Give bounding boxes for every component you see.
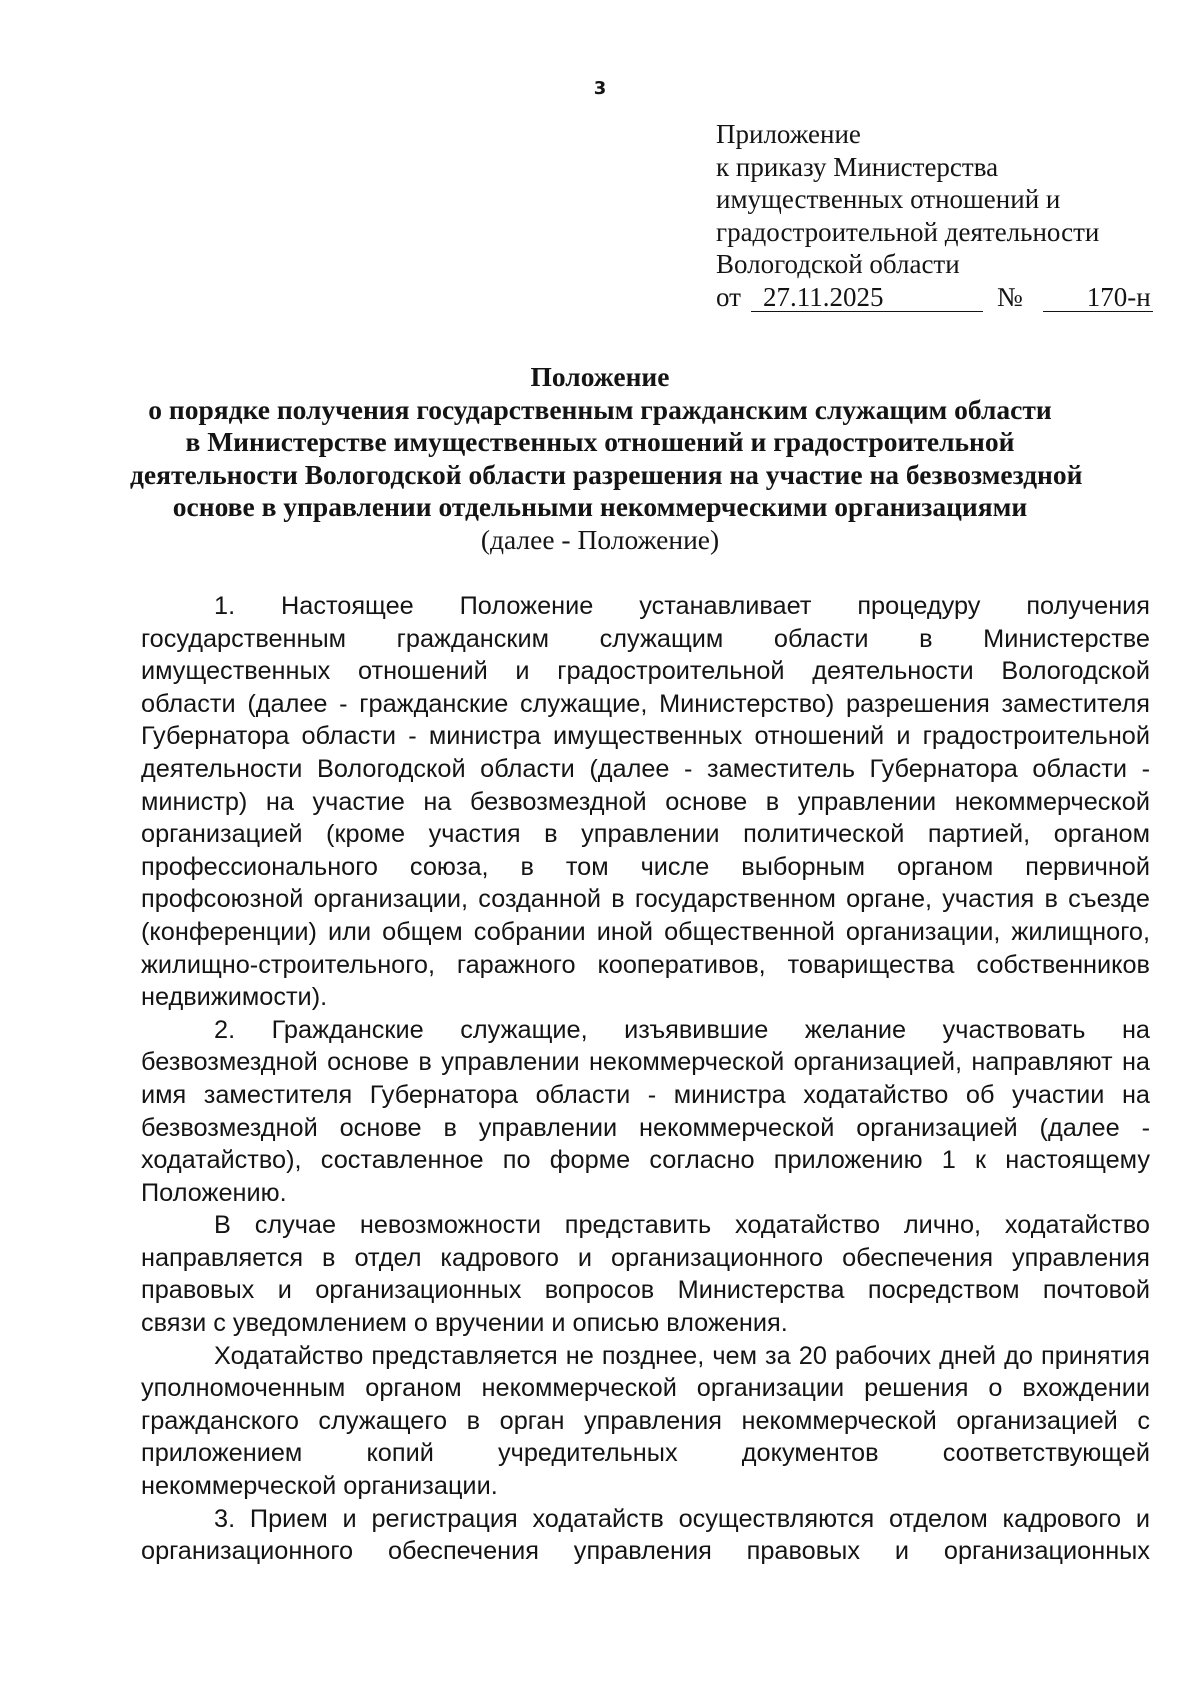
paragraph-2: [141, 1014, 1150, 1210]
text-line: недвижимости).: [141, 983, 328, 1012]
text-line: 1. Настоящее Положение устанавливает процедуру получения: [214, 592, 1150, 620]
document-body: [141, 590, 1150, 1568]
title-line: в Министерстве имущественных отношений и градостроительной: [185, 426, 1015, 457]
annex-line: к приказу Министерства: [716, 151, 999, 182]
paragraph-1: [141, 590, 1150, 1014]
title-subtitle: (далее - Положение): [480, 523, 720, 555]
text-line: В случае невозможности представить ходатайство лично, ходатайство: [214, 1211, 1150, 1240]
text-line: Ходатайство представляется не позднее, чем за 20 рабочих дней до принятия: [214, 1341, 1150, 1370]
paragraph-5: [141, 1503, 1150, 1568]
text-line: имущественных отношений и градостроительной деятельности Вологодской: [141, 657, 1150, 686]
order-reference: [716, 281, 1156, 314]
text-line: жилищно-строительного, гаражного кооперативов, товарищества собственников: [141, 950, 1150, 979]
text-line: 2. Гражданские служащие, изъявившие желание участвовать на: [214, 1015, 1150, 1044]
annex-line: имущественных отношений и: [716, 184, 1061, 214]
number-sign: №: [996, 281, 1023, 312]
title-heading: Положение: [530, 361, 670, 392]
title-line: основе в управлении отдельными некоммерческими организациями: [172, 491, 1028, 522]
text-line: связи с уведомлением о вручении и описью вложения.: [141, 1309, 788, 1338]
annex-line: Приложение: [716, 119, 861, 149]
text-line: профсоюзной организации, созданной в государственном органе, участия в съезде: [141, 885, 1150, 914]
paragraph-3: [141, 1209, 1150, 1339]
text-line: 3. Прием и регистрация ходатайств осуществляются отделом кадрового и: [214, 1504, 1150, 1533]
text-line: приложением копий учредительных документов соответствующей: [141, 1439, 1150, 1468]
text-line: безвозмездной основе в управлении некоммерческой организацией, направляют на: [141, 1048, 1150, 1077]
annex-line: градостроительной деятельности: [716, 216, 1100, 247]
text-line: профессионального союза, в том числе выборным органом первичной: [141, 852, 1150, 881]
text-line: Губернатора области - министра имущественных отношений и градостроительной: [141, 722, 1150, 751]
order-date: 27.11.2025: [751, 283, 983, 312]
text-line: правовых и организационных вопросов Министерства посредством почтовой: [141, 1276, 1150, 1305]
text-line: направляется в отдел кадрового и организационного обеспечения управления: [141, 1243, 1150, 1272]
text-line: организационного обеспечения управления правовых и организационных: [141, 1537, 1150, 1566]
date-prefix: от: [716, 281, 741, 312]
text-line: гражданского служащего в орган управления некоммерческой организацией с: [141, 1406, 1150, 1435]
page-number: 3: [593, 78, 607, 99]
text-line: (конференции) или общем собрании иной общественной организации, жилищного,: [141, 917, 1150, 946]
order-number: 170-н: [1043, 283, 1153, 312]
text-line: Положению.: [141, 1178, 287, 1207]
document-title: [130, 361, 1083, 556]
title-line: деятельности Вологодской области разрешения на участие на безвозмездной: [130, 458, 1083, 490]
text-line: организацией (кроме участия в управлении политической партией, органом: [141, 820, 1150, 849]
text-line: ходатайство), составленное по форме согласно приложению 1 к настоящему: [141, 1146, 1150, 1175]
text-line: уполномоченным органом некоммерческой организации решения о вхождении: [141, 1374, 1150, 1403]
paragraph-4: [141, 1340, 1150, 1503]
text-line: некоммерческой организации.: [141, 1472, 498, 1501]
text-line: деятельности Вологодской области (далее - заместитель Губернатора области -: [141, 754, 1150, 783]
text-line: имя заместителя Губернатора области - министра ходатайство об участии на: [141, 1080, 1150, 1109]
title-line: о порядке получения государственным гражданским служащим области: [148, 393, 1052, 425]
text-line: области (далее - гражданские служащие, Министерство) разрешения заместителя: [141, 689, 1150, 718]
annex-header: [716, 118, 1156, 313]
text-line: государственным гражданским служащим области в Министерстве: [141, 624, 1150, 653]
annex-line: Вологодской области: [716, 249, 960, 279]
text-line: министр) на участие на безвозмездной основе в управлении некоммерческой: [141, 787, 1150, 816]
text-line: безвозмездной основе в управлении некоммерческой организацией (далее -: [141, 1113, 1150, 1142]
